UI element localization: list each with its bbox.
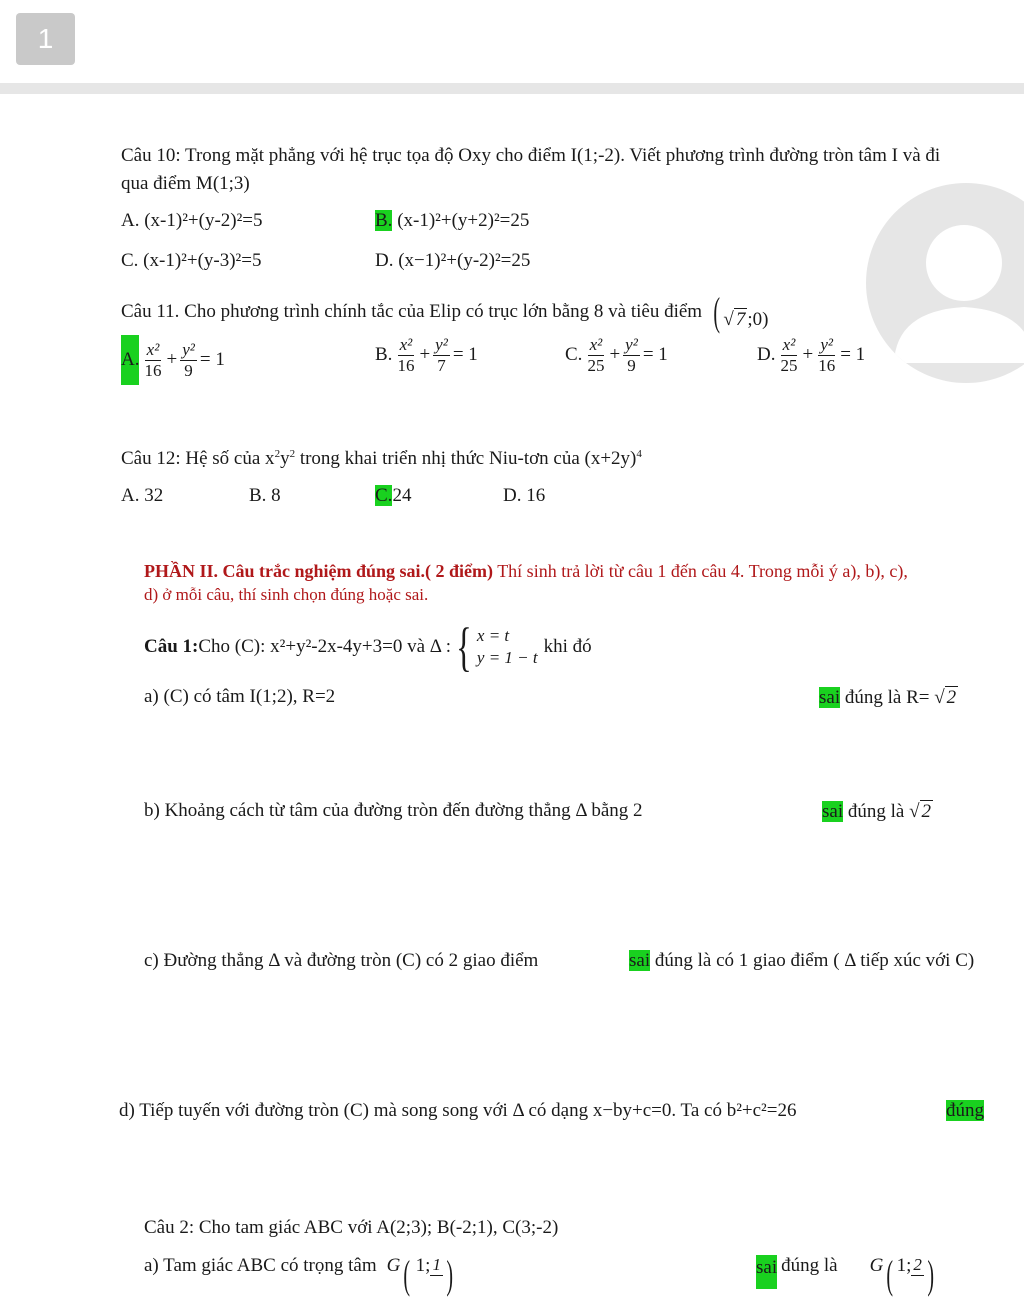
q12-stem: Câu 12: Hệ số của $x^2y^2$ trong khai triển nhị thức Niu-tơn của $(x+2y)^4$ (121, 448, 642, 469)
q11-focus: ( √ 7 ;0) (713, 289, 769, 334)
c2-stem: Câu 2: Cho tam giác ABC với A(2;3); B(-2;1), C(3;-2) (144, 1217, 559, 1238)
q10-option-b (375, 210, 529, 232)
q11-option-b: B. $\frac{\text{x²}}{16}$ + $\frac{\text{y²}}{7}$ = 1 (375, 335, 478, 375)
q10-option-d: D. (x−1)²+(y-2)²=25 (375, 250, 531, 271)
q12-option-d: D. 16 (503, 485, 546, 506)
q11-stem-text: Câu 11. Cho phương trình chính tắc của Elip có trục lớn bằng 8 và tiêu điểm (121, 301, 703, 322)
c1-item-d-answer (946, 1100, 984, 1122)
q10-option-c: C. (x-1)²+(y-3)²=5 (121, 250, 262, 271)
c2-item-a-answer: sai đúng là G ( 1; 2 ) (756, 1252, 934, 1297)
fraction: 1 (432, 1255, 441, 1274)
line-system: x = t y = 1 − t (476, 625, 538, 667)
header-divider (0, 83, 1024, 94)
q10-option-a: A. (x-1)²+(y-2)²=5 (121, 210, 263, 231)
fraction: $\frac{\text{y²}}{9}$ (182, 339, 195, 380)
q11-focus-rest: ;0) (747, 309, 769, 330)
avatar (866, 183, 1024, 383)
q11-answer-highlight: A. (121, 335, 139, 385)
c1-item-c-answer: sai đúng là có 1 giao điểm ( Δ tiếp xúc với C) (629, 950, 975, 971)
c1-item-d: d) Tiếp tuyến với đường tròn (C) mà song song với Δ có dạng x−by+c=0. Ta có b²+c²=26 (119, 1100, 797, 1121)
c2-item-a: a) Tam giác ABC có trọng tâm G ( 1; 1 ) (144, 1252, 453, 1297)
q12-option-b: B. 8 (249, 485, 281, 506)
answer-mark: sai (756, 1255, 777, 1289)
q11-focus-radicand: 7 (735, 309, 746, 330)
answer-mark: sai (822, 801, 844, 822)
fraction: 2 (913, 1255, 922, 1274)
q12-answer-highlight: C. (375, 485, 393, 506)
q10-option-b-text: (x-1)²+(y+2)²=25 (397, 210, 530, 231)
c1-item-a: a) (C) có tâm I(1;2), R=2 (144, 686, 336, 707)
answer-mark: sai (629, 950, 651, 971)
answer-mark: đúng (946, 1100, 984, 1121)
part2-heading-line2: d) ở mỗi câu, thí sinh chọn đúng hoặc sai. (144, 585, 429, 604)
fraction: $\frac{\text{x²}}{16}$ (144, 339, 162, 380)
q10-stem-line1: Câu 10: Trong mặt phẳng với hệ trục tọa độ Oxy cho điểm I(1;-2). Viết phương trình đường tròn tâm I và đi (121, 145, 941, 166)
fraction: $\frac{\text{y²}}{9}$ (625, 335, 638, 375)
c1-item-c: c) Đường thẳng Δ và đường tròn (C) có 2 giao điểm (144, 950, 539, 971)
fraction: $\frac{\text{x²}}{16}$ (397, 335, 415, 375)
user-placeholder-icon (866, 183, 1024, 383)
q11-option-c: C. $\frac{\text{x²}}{25}$ + $\frac{\text{y²}}{9}$ = 1 (565, 335, 668, 375)
q11-option-a: A. $\frac{\text{x²}}{16}$ + $\frac{\text{y²}}{9}$ = 1 (121, 335, 225, 385)
c1-item-b-answer: sai đúng là √ 2 (822, 801, 932, 822)
c1-item-a-answer: sai đúng là R= √ 2 (819, 687, 957, 708)
q12-option-a: A. 32 (121, 485, 164, 506)
system-brace: { (456, 617, 472, 677)
q12-option-c: C.24 (375, 485, 412, 506)
q11-stem (121, 289, 769, 334)
answer-mark: sai (819, 687, 841, 708)
fraction: $\frac{\text{x²}}{25}$ (780, 335, 798, 375)
c1-item-b: b) Khoảng cách từ tâm của đường tròn đến đường thẳng Δ bằng 2 (144, 800, 643, 821)
part2-heading: PHẦN II. Câu trắc nghiệm đúng sai.( 2 điểm) Thí sinh trả lời từ câu 1 đến câu 4. Trong mỗi ý a), b), c), (144, 561, 908, 581)
fraction: $\frac{\text{y²}}{7}$ (435, 335, 448, 375)
fraction: $\frac{\text{y²}}{16}$ (818, 335, 836, 375)
q11-option-d: D. $\frac{\text{x²}}{25}$ + $\frac{\text{y²}}{16}$ = 1 (757, 335, 866, 375)
page-number-badge: 1 (16, 13, 75, 65)
fraction: $\frac{\text{x²}}{25}$ (587, 335, 605, 375)
c1-stem: Câu 1: Cho (C): x²+y²-2x-4y+3=0 và Δ : { x = t y = 1 − t khi đó (144, 617, 592, 677)
q10-stem-line2: qua điểm M(1;3) (121, 173, 250, 194)
q10-answer-highlight: B. (375, 210, 393, 231)
